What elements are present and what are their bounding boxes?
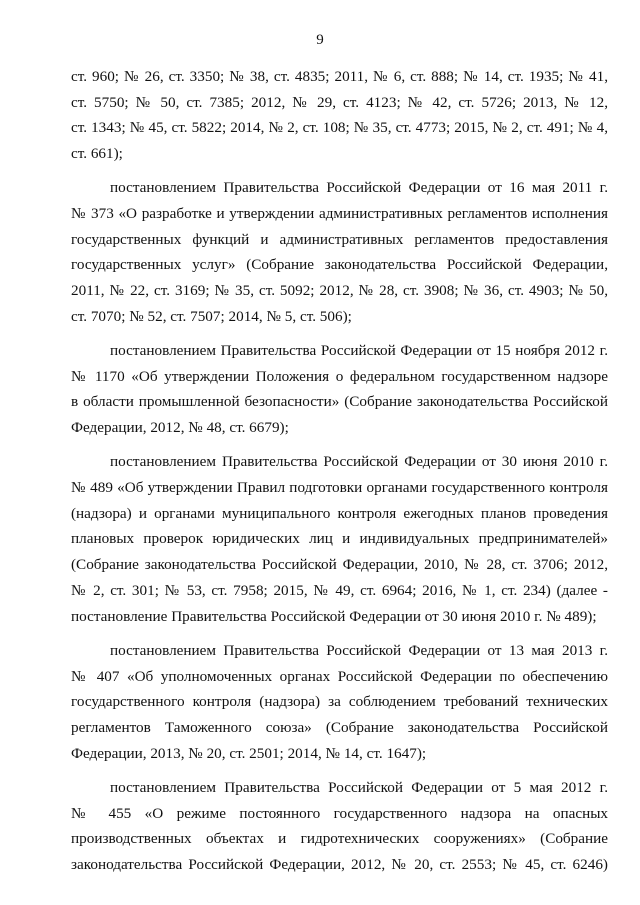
paragraph-resolution-1170: [71, 338, 608, 441]
paragraph-resolution-489: [71, 449, 608, 629]
text-line: № 2, ст. 301; № 53, ст. 7958; 2015, № 49, ст. 6964; 2016, № 1, ст. 234) (далее -: [71, 581, 608, 599]
paragraph-resolution-373: [71, 175, 608, 329]
text-line: постановлением Правительства Российской Федерации от 15 ноября 2012 г.: [110, 342, 608, 360]
text-line: регламентов Таможенного союза» (Собрание законодательства Российской: [71, 718, 608, 736]
text-line: государственного контроля (надзора) за соблюдением требований технических: [71, 693, 608, 711]
text-line: производственных объектах и гидротехнических сооружениях» (Собрание: [71, 830, 608, 848]
text-line: № 373 «О разработке и утверждении административных регламентов исполнения: [71, 205, 608, 223]
text-line: постановление Правительства Российской Федерации от 30 июня 2010 г. № 489);: [71, 607, 597, 625]
paragraph-resolution-407: [71, 638, 608, 766]
text-line: постановлением Правительства Российской Федерации от 30 июня 2010 г.: [110, 453, 608, 471]
paragraph-resolution-455: [71, 775, 608, 878]
text-line: ст. 1343; № 45, ст. 5822; 2014, № 2, ст. 108; № 35, ст. 4773; 2015, № 2, ст. 491; № 4,: [71, 119, 608, 137]
text-line: постановлением Правительства Российской Федерации от 16 мая 2011 г.: [110, 179, 608, 197]
text-line: (надзора) и органами муниципального контроля ежегодных планов проведения: [71, 504, 608, 522]
text-line: государственных услуг» (Собрание законодательства Российской Федерации,: [71, 256, 608, 274]
text-line: № 1170 «Об утверждении Положения о федеральном государственном надзоре: [71, 367, 608, 385]
text-line: № 455 «О режиме постоянного государственного надзора на опасных: [71, 804, 608, 822]
text-line: № 489 «Об утверждении Правил подготовки органами государственного контроля: [71, 479, 608, 497]
page-number: 9: [316, 32, 324, 48]
text-line: (Собрание законодательства Российской Федерации, 2010, № 28, ст. 3706; 2012,: [71, 556, 608, 574]
text-line: ст. 960; № 26, ст. 3350; № 38, ст. 4835; 2011, № 6, ст. 888; № 14, ст. 1935; № 41,: [71, 68, 608, 85]
text-line: ст. 661);: [71, 145, 123, 163]
text-line: ст. 7070; № 52, ст. 7507; 2014, № 5, ст. 506);: [71, 307, 352, 325]
text-line: в области промышленной безопасности» (Собрание законодательства Российской: [71, 393, 608, 411]
text-line: постановлением Правительства Российской Федерации от 5 мая 2012 г.: [110, 778, 608, 796]
paragraph-continuation: [71, 64, 608, 167]
text-line: 2011, № 22, ст. 3169; № 35, ст. 5092; 2012, № 28, ст. 3908; № 36, ст. 4903; № 50,: [71, 282, 608, 300]
text-line: № 407 «Об уполномоченных органах Российской Федерации по обеспечению: [71, 667, 608, 685]
text-line: законодательства Российской Федерации, 2012, № 20, ст. 2553; № 45, ст. 6246): [71, 855, 608, 873]
document-body: [71, 64, 608, 878]
text-line: Федерации, 2013, № 20, ст. 2501; 2014, № 14, ст. 1647);: [71, 744, 427, 762]
text-line: ст. 5750; № 50, ст. 7385; 2012, № 29, ст. 4123; № 42, ст. 5726; 2013, № 12,: [71, 93, 608, 111]
text-line: плановых проверок юридических лиц и индивидуальных предпринимателей»: [71, 530, 608, 548]
text-line: постановлением Правительства Российской Федерации от 13 мая 2013 г.: [110, 641, 608, 659]
text-line: государственных функций и административных регламентов предоставления: [71, 230, 608, 248]
text-line: Федерации, 2012, № 48, ст. 6679);: [71, 419, 289, 437]
